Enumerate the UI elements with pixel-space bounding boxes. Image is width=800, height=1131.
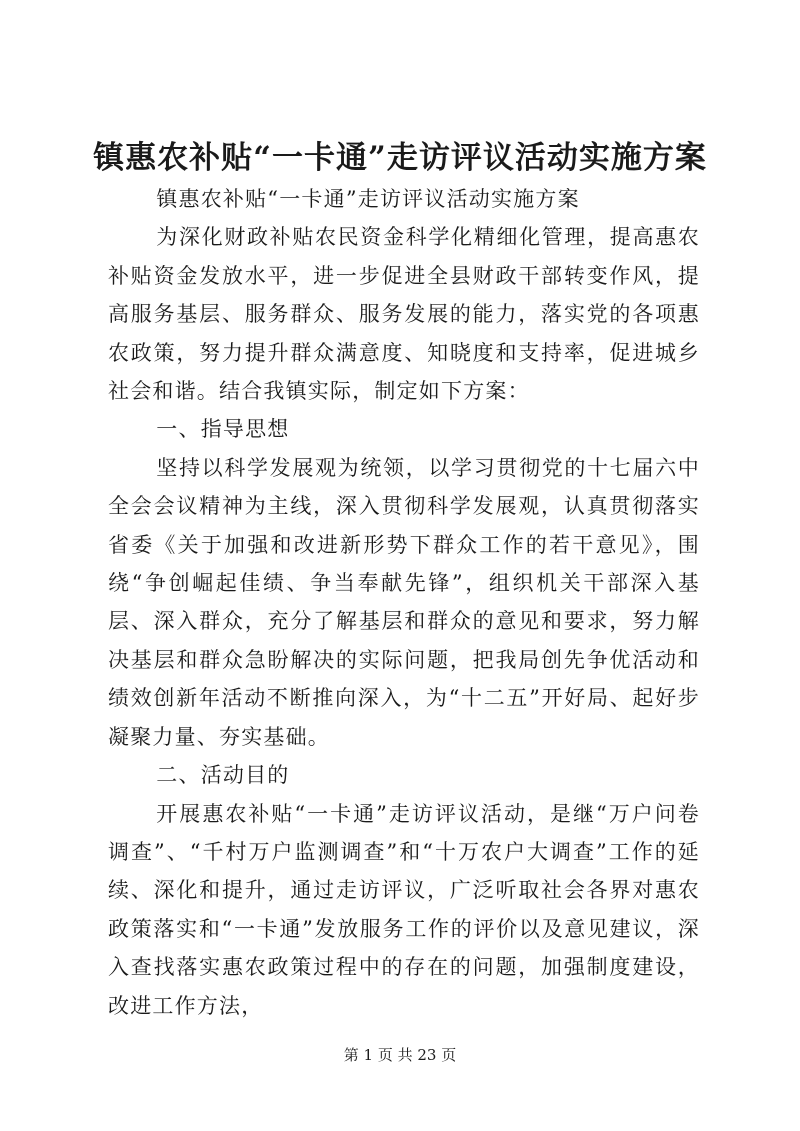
section-heading-guiding-thought: 一、指导思想 [156,417,290,442]
paragraph-activity-purpose: 开展惠农补贴“一卡通”走访评议活动，是继“万户问卷调查”、“千村万户监测调查”和“十万农户大调查”工作的延续、深化和提升，通过走访评议，广泛听取社会各界对惠农政策落实和“一卡通”发放服务工作的评价以及意见建议，深入查找落实惠农政策过程中的存在的问题，加强制度建设，改进工作方法， [108,801,700,1018]
document-title: 镇惠农补贴“一卡通”走访评议活动实施方案 [93,140,707,176]
paragraph-guiding-thought: 坚持以科学发展观为统领，以学习贯彻党的十七届六中全会会议精神为主线，深入贯彻科学发展观，认真贯彻落实省委《关于加强和改进新形势下群众工作的若干意见》，围绕“争创崛起佳绩、争当奉献先锋”，组织机关干部深入基层、深入群众，充分了解基层和群众的意见和要求，努力解决基层和群众急盼解决的实际问题，把我局创先争优活动和绩效创新年活动不断推向深入，为“十二五”开好局、起好步凝聚力量、夯实基础。 [108,455,700,749]
paragraph-subtitle: 镇惠农补贴“一卡通”走访评议活动实施方案 [156,187,580,211]
page-footer: 第 1 页 共 23 页 [343,1046,457,1064]
document-body [108,180,700,1025]
section-heading-activity-purpose: 二、活动目的 [156,763,290,788]
paragraph-intro: 为深化财政补贴农民资金科学化精细化管理，提高惠农补贴资金发放水平，进一步促进全县财政干部转变作风，提高服务基层、服务群众、服务发展的能力，落实党的各项惠农政策，努力提升群众满意度、知晓度和支持率，促进城乡社会和谐。结合我镇实际，制定如下方案： [108,225,700,404]
